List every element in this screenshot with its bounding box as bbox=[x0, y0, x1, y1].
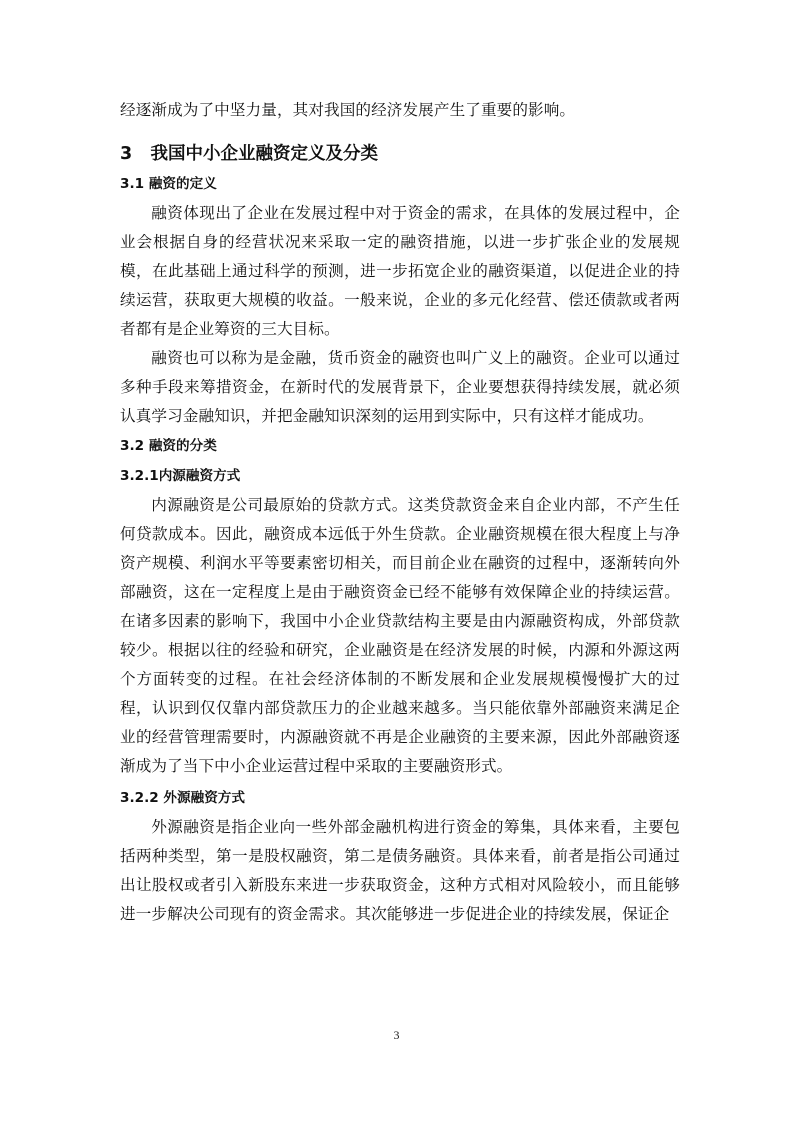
section-3-2-2-paragraph: 外源融资是指企业向一些外部金融机构进行资金的筹集，具体来看，主要包括两种类型，第一是股权融资，第二是债务融资。具体来看，前者是指公司通过出让股权或者引入新股东来进一步获取资金，这种方式相对风险较小，而且能够进一步解决公司现有的资金需求。其次能够进一步促进企业的持续发展，保证企 bbox=[120, 818, 680, 923]
section-3-1-paragraph-2: 融资也可以称为是金融，货币资金的融资也叫广义上的融资。企业可以通过多种手段来筹措资金，在新时代的发展背景下，企业要想获得持续发展，就必须认真学习金融知识，并把金融知识深刻的运用到实际中，只有这样才能成功。 bbox=[120, 349, 680, 425]
section-3-2-1-paragraph: 内源融资是公司最原始的贷款方式。这类贷款资金来自企业内部，不产生任何贷款成本。因此，融资成本远低于外生贷款。企业融资规模在很大程度上与净资产规模、利润水平等要素密切相关，而目前企业在融资的过程中，逐渐转向外部融资，这在一定程度上是由于融资资金已经不能够有效保障企业的持续运营。在诸多因素的影响下，我国中小企业贷款结构主要是由内源融资构成，外部贷款较少。根据以往的经验和研究，企业融资是在经济发展的时候，内源和外源这两个方面转变的过程。在社会经济体制的不断发展和企业发展规模慢慢扩大的过程，认识到仅仅靠内部贷款压力的企业越来越多。当只能依靠外部融资来满足企业的经营管理需要时，内源融资就不再是企业融资的主要来源，因此外部融资逐渐成为了当下中小企业运营过程中采取的主要融资形式。 bbox=[120, 496, 680, 775]
section-3-2-2-heading: 3.2.2 外源融资方式 bbox=[120, 790, 245, 806]
section-3-1-paragraph-1: 融资体现出了企业在发展过程中对于资金的需求，在具体的发展过程中，企业会根据自身的经营状况来采取一定的融资措施，以进一步扩张企业的发展规模，在此基础上通过科学的预测，进一步拓宽企业的融资渠道，以促进企业的持续运营，获取更大规模的收益。一般来说，企业的多元化经营、偿还债款或者两者都有是企业筹资的三大目标。 bbox=[120, 204, 680, 338]
page-body bbox=[120, 96, 680, 929]
page-number: 3 bbox=[393, 1028, 400, 1042]
section-3-2-heading: 3.2 融资的分类 bbox=[120, 438, 217, 454]
section-3-heading: 3 我国中小企业融资定义及分类 bbox=[120, 144, 378, 164]
continuation-paragraph: 经逐渐成为了中坚力量，其对我国的经济发展产生了重要的影响。 bbox=[120, 101, 576, 119]
section-3-2-1-heading: 3.2.1内源融资方式 bbox=[120, 468, 241, 484]
section-3-1-heading: 3.1 融资的定义 bbox=[120, 176, 217, 192]
